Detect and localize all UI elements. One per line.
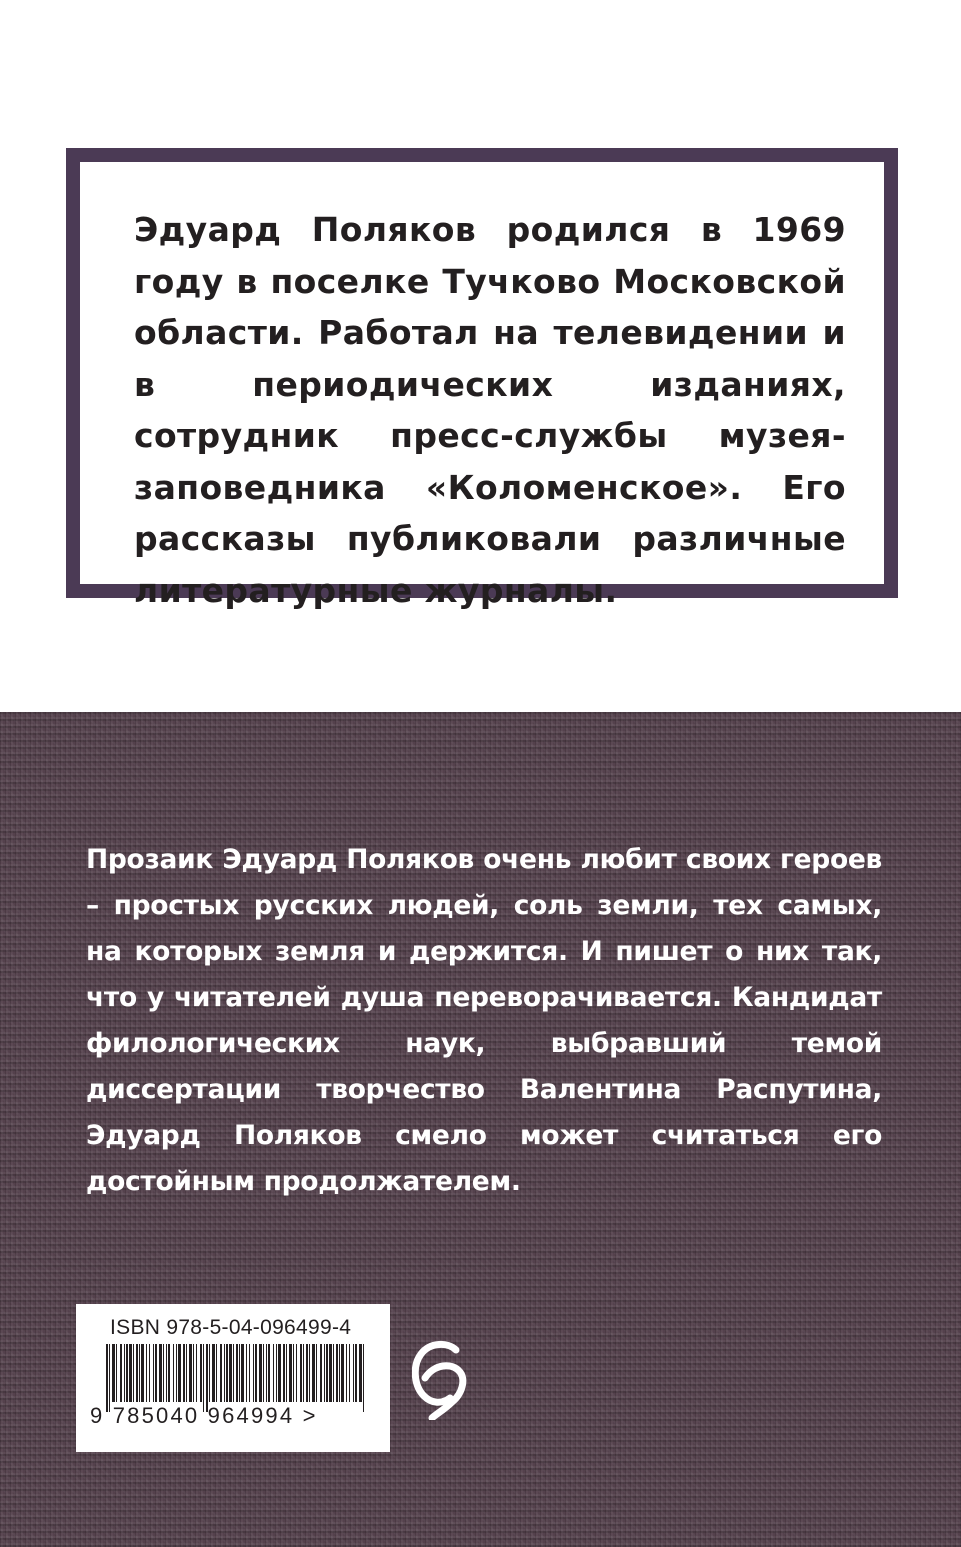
back-cover-fabric-panel	[0, 712, 961, 1547]
book-annotation: Прозаик Эдуард Поляков очень любит своих героев – простых русских людей, соль земли, тех самых, на которых земля и держится. И пишет о них так, что у читателей душа переворачивается. Кандидат филологических наук, выбравший темой диссертации творчество Валентина Распутина, Эдуард Поляков смело может считаться его достойным продолжателем.	[86, 844, 882, 1197]
barcode-bars	[106, 1344, 368, 1412]
barcode-digits: 9 785040 964994 >	[90, 1403, 318, 1428]
eksmo-logo-icon	[412, 1338, 470, 1420]
back-cover-top	[0, 0, 961, 712]
isbn-label: ISBN 978-5-04-096499-4	[110, 1316, 352, 1339]
author-bio-frame	[66, 148, 898, 610]
barcode-block	[76, 1304, 390, 1452]
author-bio-text: Эдуард Поляков родился в 1969 году в поселке Тучково Московской области. Работал на телевидении и в периодических изданиях, сотрудник пресс-службы музея-заповедника «Коломенское». Его рассказы публиковали различные литературные журналы.	[134, 210, 846, 610]
